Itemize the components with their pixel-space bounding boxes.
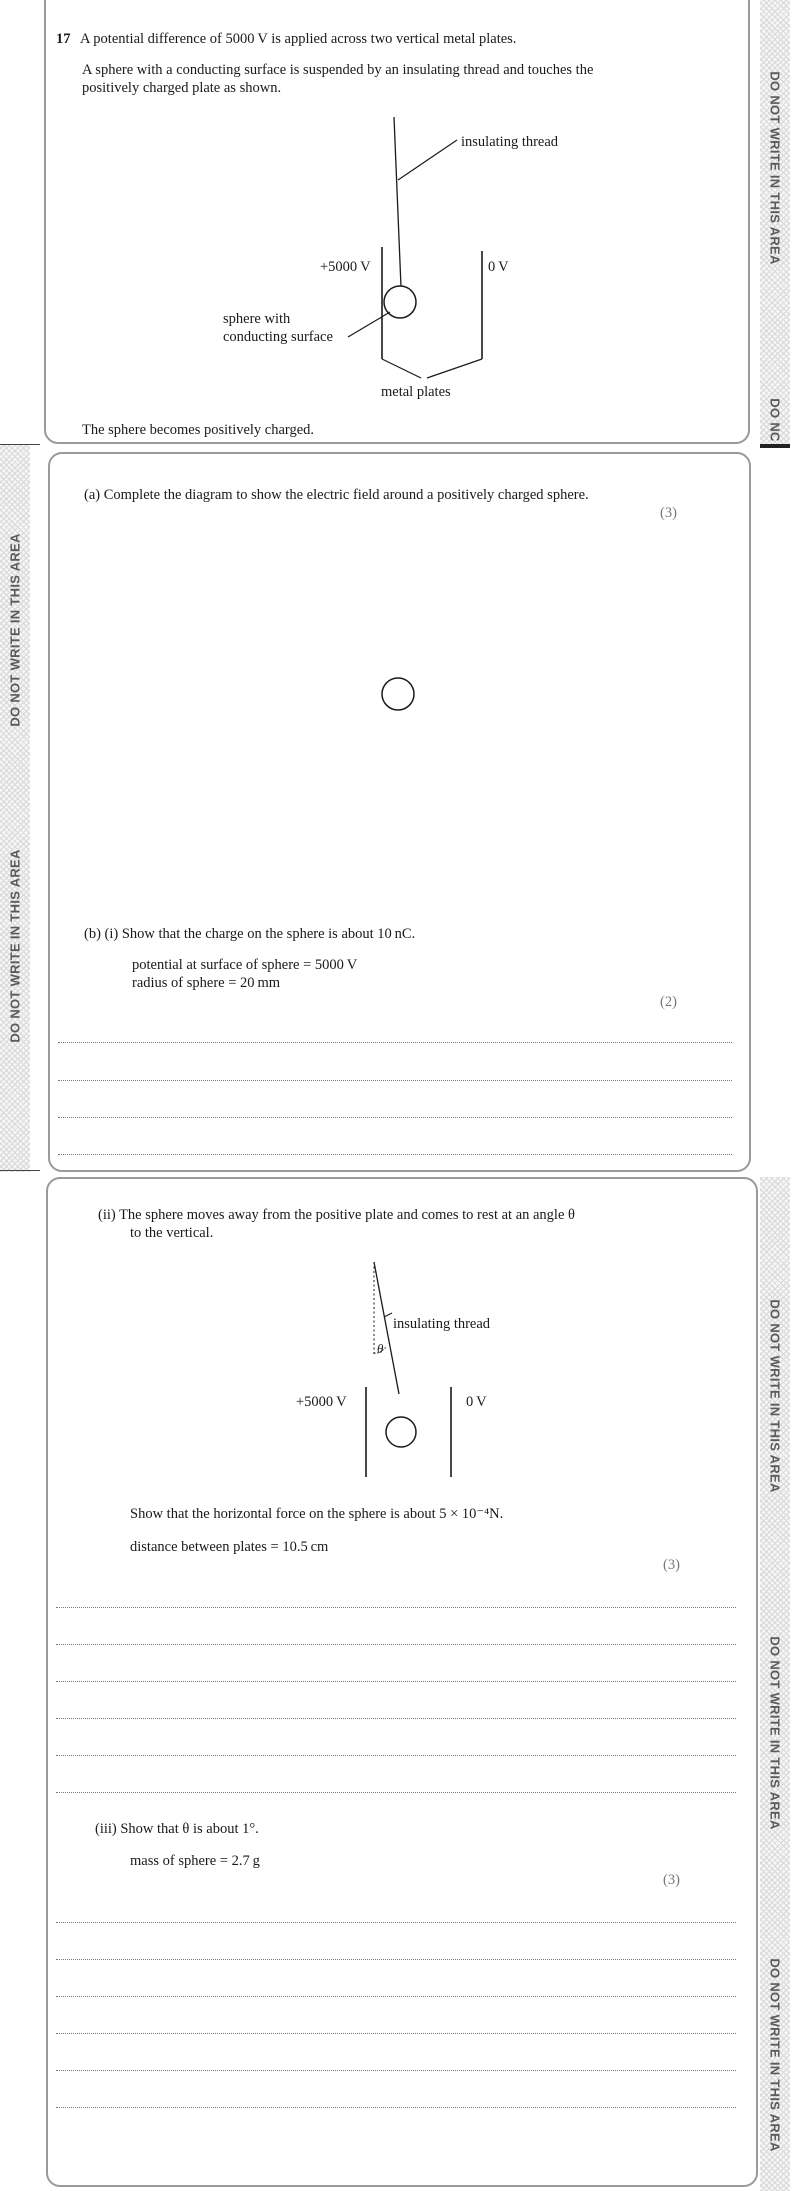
page-divider <box>0 444 40 445</box>
part-b-ii-question: to the vertical. <box>130 1225 214 1241</box>
sphere <box>386 1417 416 1447</box>
margin-label: DO NOT WRITE IN THIS AREA <box>767 71 783 265</box>
question-stem: positively charged plate as shown. <box>82 80 282 96</box>
answer-line[interactable] <box>56 1959 736 1960</box>
figure-deflected-sphere <box>0 1177 795 1497</box>
question-stem: A potential difference of 5000 V is applied across two vertical metal plates. <box>80 31 517 47</box>
plates-label: metal plates <box>381 384 451 400</box>
theta-label: θ <box>377 1341 384 1356</box>
part-a-marks: (3) <box>660 505 677 521</box>
answer-line[interactable] <box>58 1154 732 1155</box>
margin-label-cut: DO NC <box>767 398 783 442</box>
sphere-label: conducting surface <box>223 329 333 345</box>
page-divider <box>0 1170 40 1171</box>
answer-line[interactable] <box>56 1755 736 1756</box>
part-b-ii-marks: (3) <box>663 1557 680 1573</box>
margin-strip-edge-mark <box>760 444 790 448</box>
positive-plate-label: +5000 V <box>296 1394 347 1410</box>
margin-label: DO NOT WRITE IN THIS AREA <box>767 1958 783 2152</box>
part-b-i-marks: (2) <box>660 994 677 1010</box>
answer-line[interactable] <box>56 2107 736 2108</box>
thread-label: insulating thread <box>393 1316 491 1332</box>
plates-label-leader <box>382 359 421 378</box>
part-b-iii-question: (iii) Show that θ is about 1°. <box>95 1821 259 1837</box>
answer-line[interactable] <box>56 1607 736 1608</box>
answer-line[interactable] <box>56 1718 736 1719</box>
margin-strip-left <box>0 444 30 1172</box>
positive-plate-label: +5000 V <box>320 259 371 275</box>
margin-label: DO NOT WRITE IN THIS AREA <box>767 1299 783 1493</box>
answer-line[interactable] <box>58 1042 732 1043</box>
answer-line[interactable] <box>58 1117 732 1118</box>
charged-statement: The sphere becomes positively charged. <box>82 422 315 438</box>
part-b-iii-given: mass of sphere = 2.7 g <box>130 1853 260 1869</box>
margin-label: DO NOT WRITE IN THIS AREA <box>767 1636 783 1830</box>
figure-plates-sphere <box>0 0 795 444</box>
answer-line[interactable] <box>58 1080 732 1081</box>
question-stem: A sphere with a conducting surface is suspended by an insulating thread and touches the <box>82 62 594 78</box>
thread-label: insulating thread <box>461 134 559 150</box>
answer-line[interactable] <box>56 1922 736 1923</box>
part-b-i-given: radius of sphere = 20 mm <box>132 975 280 991</box>
question-number: 17 <box>56 31 71 47</box>
part-b-ii-show-that: Show that the horizontal force on the sphere is about 5 × 10⁻⁴N. <box>130 1506 504 1522</box>
part-b-ii-question: (ii) The sphere moves away from the positive plate and comes to rest at an angle θ <box>98 1207 575 1223</box>
margin-label: DO NOT WRITE IN THIS AREA <box>7 849 23 1043</box>
answer-line[interactable] <box>56 1996 736 1997</box>
answer-line[interactable] <box>56 2070 736 2071</box>
answer-line[interactable] <box>56 2033 736 2034</box>
part-b-i-given: potential at surface of sphere = 5000 V <box>132 957 358 973</box>
charged-sphere <box>382 678 414 710</box>
part-a-sphere-diagram[interactable] <box>370 672 426 728</box>
sphere-label-leader <box>348 312 390 337</box>
sphere-label: sphere with <box>223 311 291 327</box>
answer-line[interactable] <box>56 1792 736 1793</box>
margin-label: DO NOT WRITE IN THIS AREA <box>7 533 23 727</box>
answer-line[interactable] <box>56 1644 736 1645</box>
part-b-iii-marks: (3) <box>663 1872 680 1888</box>
thread-label-leader <box>384 1313 392 1317</box>
zero-plate-label: 0 V <box>466 1394 487 1410</box>
insulating-thread <box>394 117 401 287</box>
page-part-a-b-i <box>48 452 751 1172</box>
thread-label-leader <box>398 140 457 180</box>
zero-plate-label: 0 V <box>488 259 509 275</box>
part-b-ii-given: distance between plates = 10.5 cm <box>130 1539 329 1555</box>
part-b-i-question: (b) (i) Show that the charge on the sphere is about 10 nC. <box>84 926 416 942</box>
part-a-question: (a) Complete the diagram to show the electric field around a positively charged sphere. <box>84 487 589 503</box>
plates-label-leader <box>427 359 482 378</box>
answer-line[interactable] <box>56 1681 736 1682</box>
